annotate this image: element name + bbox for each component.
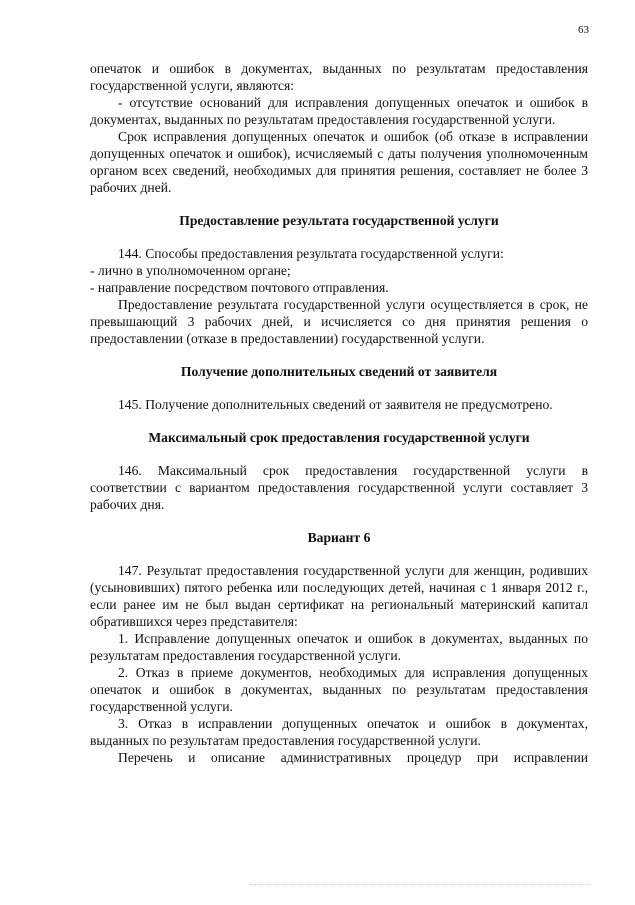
page-content: [90, 60, 588, 766]
list-item: 3. Отказ в исправлении допущенных опечаток и ошибок в документах, выданных по результатам предоставления государственной услуги.: [90, 716, 588, 748]
paragraph: Перечень и описание административных процедур при исправлении: [118, 750, 588, 765]
list-item: 2. Отказ в приеме документов, необходимых для исправления допущенных опечаток и ошибок в документах, выданных по результатам предоставления государственной услуги.: [90, 665, 588, 714]
section-heading: Максимальный срок предоставления государственной услуги: [148, 430, 530, 445]
page-number: 63: [578, 24, 589, 36]
paragraph: 147. Результат предоставления государственной услуги для женщин, родивших (усыновивших) пятого ребенка или последующих детей, начиная с 1 января 2012 г., если ранее им не был выдан сертификат на региональный материнский капитал обратившихся через представителя:: [90, 563, 588, 629]
paragraph: 146. Максимальный срок предоставления государственной услуги в соответствии с вариантом предоставления государственной услуги составляет 3 рабочих дня.: [90, 463, 588, 512]
paragraph: 144. Способы предоставления результата государственной услуги:: [118, 246, 504, 261]
list-item: - направление посредством почтового отправления.: [90, 280, 389, 295]
section-heading: Получение дополнительных сведений от заявителя: [180, 364, 498, 379]
paragraph: Предоставление результата государственной услуги осуществляется в срок, не превышающий 3 рабочих дней, и исчисляется со дня принятия решения о предоставлении (отказе в предоставлении) государственной услуги.: [90, 297, 588, 346]
footer-rule: [250, 884, 590, 885]
section-heading: Предоставление результата государственной услуги: [179, 213, 499, 228]
section-heading: Вариант 6: [307, 530, 371, 545]
paragraph: опечаток и ошибок в документах, выданных по результатам предоставления государственной услуги, являются:: [90, 61, 588, 93]
list-item: 1. Исправление допущенных опечаток и ошибок в документах, выданных по результатам предоставления государственной услуги.: [90, 631, 588, 663]
paragraph: 145. Получение дополнительных сведений от заявителя не предусмотрено.: [118, 397, 553, 412]
list-item: - лично в уполномоченном органе;: [90, 263, 291, 278]
paragraph: Срок исправления допущенных опечаток и ошибок (об отказе в исправлении допущенных опечаток и ошибок), исчисляемый с даты получения уполномоченным органом всех сведений, необходимых для принятия решения, составляет не более 3 рабочих дней.: [90, 129, 588, 195]
list-item: - отсутствие оснований для исправления допущенных опечаток и ошибок в документах, выданных по результатам предоставления государственной услуги.: [90, 95, 588, 127]
